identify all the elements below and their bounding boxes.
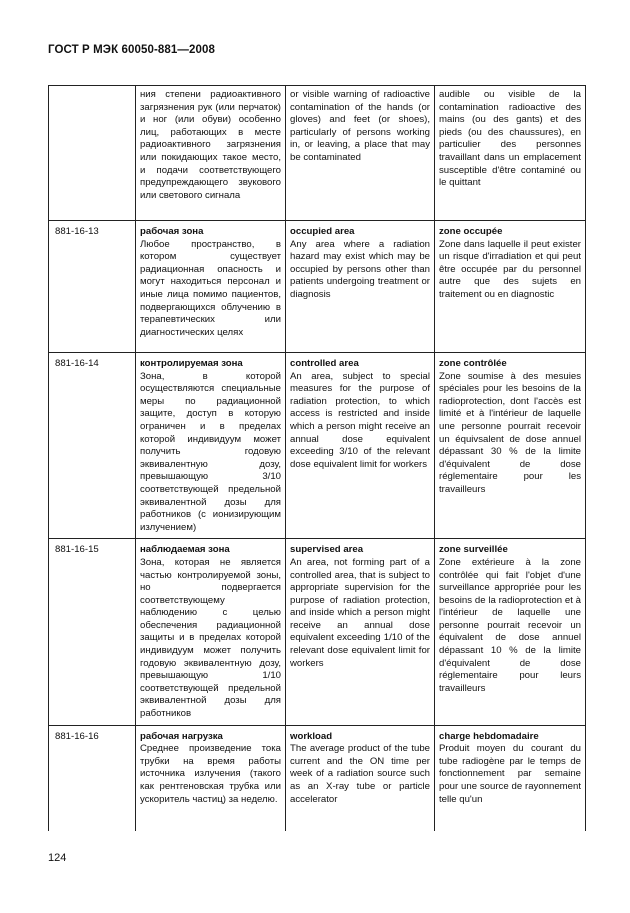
- en-definition: The average product of the tube current and the ON time per week of a radiation source such as an X-ray tube or particle accelerator: [290, 743, 430, 805]
- standard-header: ГОСТ Р МЭК 60050-881—2008: [48, 44, 215, 56]
- ru-cell: [136, 539, 286, 725]
- terms-table: [48, 85, 586, 831]
- fr-cell: [435, 725, 586, 831]
- en-definition: An area, subject to special measures for the purpose of radiation protection, to which access is restricted and inside which a person might receive an annual dose equivalent exceeding 3/10 of the relevant dose equivalent limit for workers: [290, 370, 430, 470]
- fr-cell: [435, 539, 586, 725]
- ru-term: рабочая нагрузка: [140, 730, 223, 742]
- fr-definition: Produit moyen du courant du tube radiogène par le temps de fonctionnement par semaine pour une source de rayonnement telle qu'un: [439, 743, 581, 805]
- table-row: [49, 539, 586, 725]
- en-definition: Any area where a radiation hazard may exist which may be occupied by persons other than patients undergoing treatment or diagnosis: [290, 238, 430, 300]
- term-number: 881-16-14: [49, 353, 136, 539]
- ru-cell: [136, 221, 286, 353]
- ru-definition: Зона, которая не является частью контролируемой зоны, но подвергается соответствующему наблюдению с целью обеспечения радиационной защиты и в пределах которой индивидуум может получить годовую эквивалентную дозу, превышающую 1/10 соответствующей предельной эквивалентной дозы для работников: [140, 556, 281, 720]
- en-definition: or visible warning of radioactive contamination of the hands (or gloves) and feet (or shoes), particularly of persons working in, or leaving, a place that may be contaminated: [290, 89, 430, 163]
- en-cell: [286, 353, 435, 539]
- ru-definition: ния степени радиоактивного загрязнения рук (или перчаток) и ног (или обуви) особенно лиц, работающих в месте радиоактивного загрязнения или покидающих такое место, и подачи соответствующего предупреждающего звукового или светового сигнала: [140, 89, 281, 201]
- en-cell: [286, 725, 435, 831]
- en-cell: [286, 539, 435, 725]
- ru-definition: Зона, в которой осуществляются специальные меры по радиационной защите, доступ в которую ограничен и в пределах которой индивидуум может получить годовую эквивалентную дозу, превышающую 3/10 соответствующей предельной эквивалентной дозы для работников (с ионизирующим излучением): [140, 370, 281, 533]
- en-cell: [286, 86, 435, 221]
- fr-definition: Zone extérieure à la zone contrôlée qui fait l'objet d'une surveillance appropriée pour les besoins de la radioprotection et à l'intérieur de laquelle une personne pourrait recevoir un équivalent de dose annuel dépassant 10 % de la limite d'équivalent de dose réglementaire pour leurs travailleurs: [439, 556, 581, 694]
- table-row: [49, 353, 586, 539]
- ru-term: наблюдаемая зона: [140, 544, 230, 556]
- ru-definition: Среднее произведение тока трубки на время работы источника излучения (такого как рентгеновская трубка или ускоритель частиц) за неделю.: [140, 743, 281, 805]
- fr-definition: Zone dans laquelle il peut exister un risque d'irradiation et qui peut être occupée par du personnel autre que des sujets en traitement ou en diagnostic: [439, 238, 581, 300]
- ru-term: контролируемая зона: [140, 358, 243, 369]
- term-number: 881-16-15: [49, 539, 136, 725]
- fr-term: zone occupée: [439, 226, 503, 237]
- ru-definition: Любое пространство, в котором существует радиационная опасность и могут находиться персонал и иные лица помимо пациентов, подвергающихся облучению в терапевтических или диагностических целях: [140, 238, 281, 338]
- fr-definition: audible ou visible de la contamination radioactive des mains (ou des gants) et des pieds (ou des chaussures), en particulier des personnes travaillant dans un emplacement susceptible d'être contaminé ou le quittant: [439, 89, 581, 189]
- en-term: controlled area: [290, 358, 359, 369]
- table-row: [49, 86, 586, 221]
- fr-definition: Zone soumise à des mesuies spéciales pour les besoins de la radioprotection, dont l'accès est limité et à l'intérieur de laquelle une personne pourrait recevoir un équivsalent de dose annuel dépassant 30 % de la limite d'équivalent de dose réglementaire pour les travailleurs: [439, 370, 581, 495]
- ru-cell: [136, 86, 286, 221]
- ru-cell: [136, 353, 286, 539]
- term-number-cell: [49, 86, 136, 221]
- table-row: [49, 221, 586, 353]
- fr-cell: [435, 353, 586, 539]
- ru-cell: [136, 725, 286, 831]
- en-cell: [286, 221, 435, 353]
- fr-cell: [435, 86, 586, 221]
- en-term: occupied area: [290, 226, 355, 237]
- table-row: [49, 725, 586, 831]
- fr-term: charge hebdomadaire: [439, 730, 539, 742]
- en-term: workload: [290, 730, 333, 742]
- fr-term: zone contrôlée: [439, 358, 507, 369]
- fr-cell: [435, 221, 586, 353]
- ru-term: рабочая зона: [140, 226, 204, 237]
- term-number: 881-16-13: [49, 221, 136, 353]
- term-number: 881-16-16: [49, 725, 136, 831]
- en-term: supervised area: [290, 544, 364, 556]
- page-number: 124: [48, 852, 67, 864]
- en-definition: An area, not forming part of a controlled area, that is subject to appropriate supervision for the purpose of radiation protection, and inside which a person might receive an annual dose equivalent exceeding 1/10 of the relevant dose equivalent limit for workers: [290, 556, 430, 669]
- fr-term: zone surveillée: [439, 544, 508, 556]
